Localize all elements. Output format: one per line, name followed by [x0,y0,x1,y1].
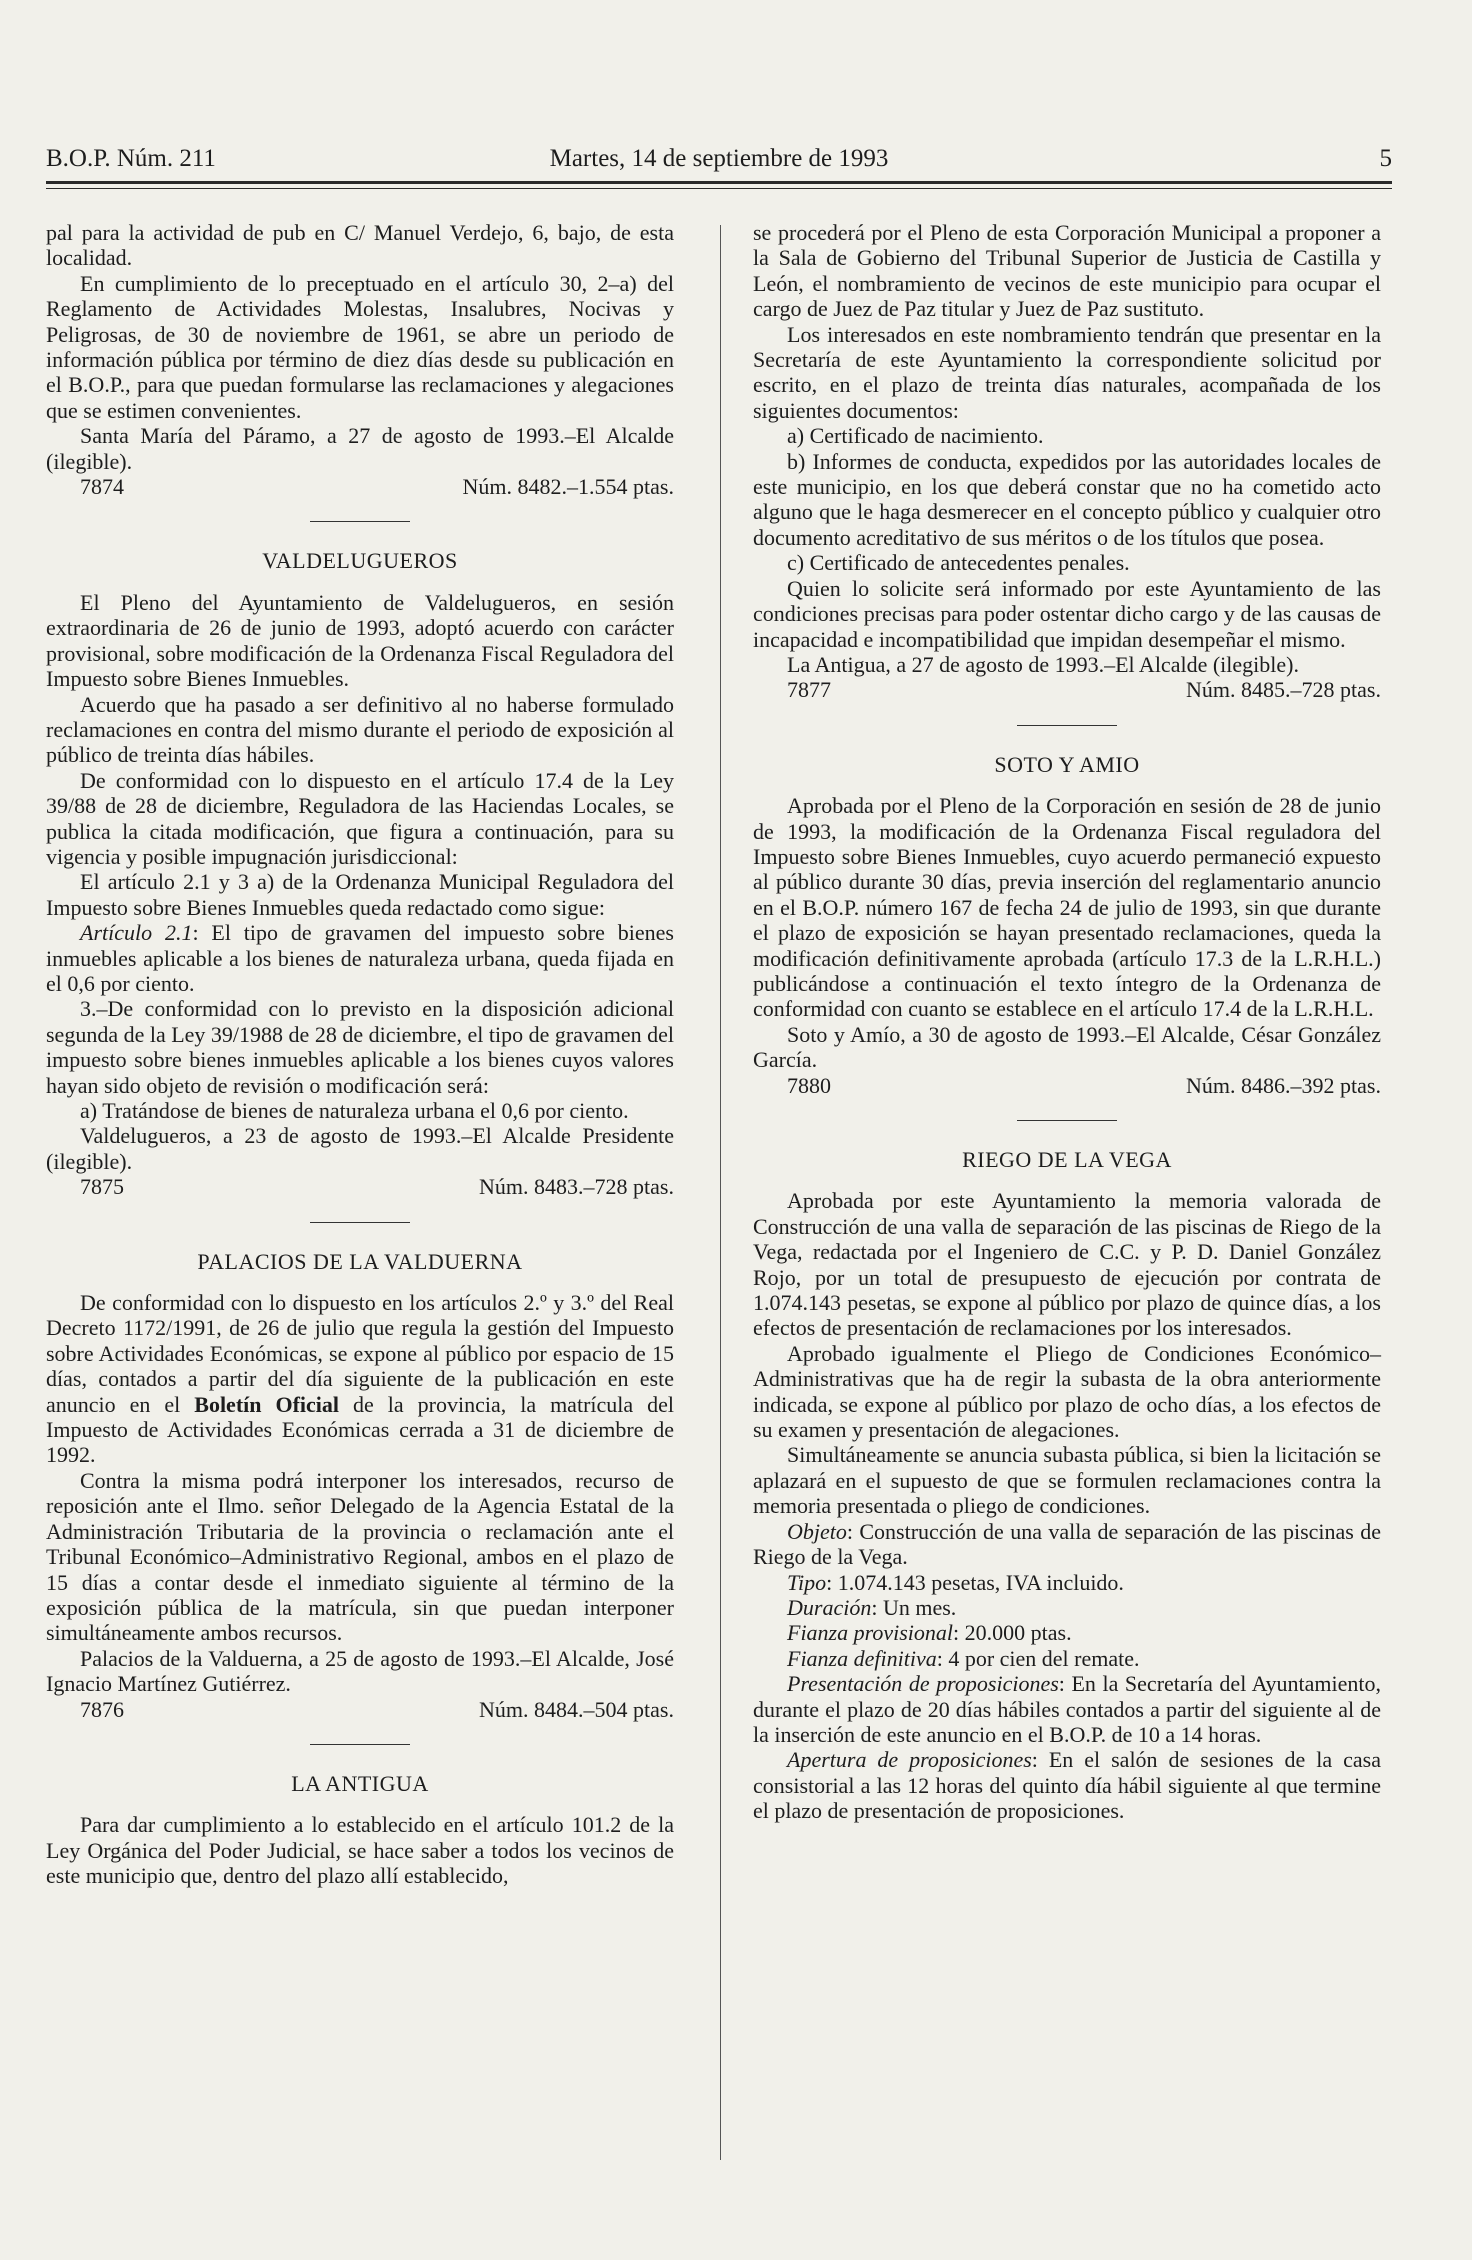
reference-line [46,1174,674,1199]
page-number: 5 [1379,145,1392,172]
paragraph: Santa María del Páramo, a 27 de agosto de 1993.–El Alcalde (ilegible). [46,423,674,474]
paragraph: b) Informes de conducta, expedidos por las autoridades locales de este municipio, en los que deberá constar que no ha cometido acto alguno que le haga desmerecer en el concepto público y cualquier otro documento acreditativo de sus méritos o de los títulos que posea. [753,448,1381,550]
paragraph: Para dar cumplimiento a lo establecido en el artículo 101.2 de la Ley Orgánica del Poder Judicial, se hace saber a todos los vecinos de este municipio que, dentro del plazo allí establecido, [46,1812,674,1889]
paragraph [46,1290,674,1468]
paragraph: a) Certificado de nacimiento. [787,423,1044,449]
reference-amount: Núm. 8486.–392 ptas. [1186,1072,1381,1098]
field-label: Objeto [787,1518,847,1544]
section-separator [1017,725,1117,726]
reference-line [753,1073,1381,1098]
left-column [46,220,674,1889]
paragraph: se procederá por el Pleno de esta Corporación Municipal a proponer a la Sala de Gobierno del Tribunal Superior de Justicia de Castilla y León, el nombramiento de vecinos de este municipio para ocupar el cargo de Juez de Paz titular y Juez de Paz sustituto. [753,220,1381,322]
field-text: : Un mes. [871,1594,957,1620]
page-header [46,145,1392,185]
reference-number: 7876 [80,1696,124,1722]
reference-number: 7877 [787,677,831,703]
paragraph: Soto y Amío, a 30 de agosto de 1993.–El Alcalde, César González García. [753,1021,1381,1073]
article-text: : El tipo de gravamen del impuesto sobre bienes inmuebles aplicable a los bienes de naturaleza urbana, queda fijada en el 0,6 por ciento. [46,920,674,996]
field-label: Duración [787,1594,872,1620]
section-separator [1017,1120,1117,1121]
paragraph [753,1595,1381,1620]
reference-line [46,1697,674,1722]
reference-amount: Núm. 8482.–1.554 ptas. [462,474,674,500]
reference-number: 7875 [80,1174,124,1200]
paragraph: De conformidad con lo dispuesto en el artículo 17.4 de la Ley 39/88 de 28 de diciembre, Reguladora de las Haciendas Locales, se publica la citada modificación, que figura a continuación, para su vigencia y posible impugnación jurisdiccional: [46,767,674,869]
field-label: Apertura de proposiciones [787,1747,1032,1773]
reference-line [46,474,674,499]
reference-amount: Núm. 8483.–728 ptas. [479,1174,674,1200]
paragraph [46,920,674,996]
reference-amount: Núm. 8485.–728 ptas. [1186,677,1381,703]
section-title: LA ANTIGUA [291,1770,429,1796]
paragraph: Quien lo solicite será informado por este Ayuntamiento de las condiciones precisas para poder ostentar dicho cargo y de las causas de incapacidad e incompatibilidad que impidan desempeñar el mismo. [753,575,1381,652]
field-label: Fianza definitiva [787,1645,937,1671]
paragraph: Aprobada por este Ayuntamiento la memoria valorada de Construcción de una valla de separación de las piscinas de Riego de la Vega, redactada por el Ingeniero de C.C. y P. D. Daniel González Rojo, por un total de presupuesto de ejecución por contrata de 1.074.143 pesetas, se expone al público por plazo de quince días, a los efectos de presentación de reclamaciones por los interesados. [753,1188,1381,1341]
field-text: : En la Secretaría del Ayuntamiento, durante el plazo de 20 días hábiles contados a partir del siguiente al de la inserción de este anuncio en el B.O.P. de 10 a 14 horas. [753,1671,1382,1747]
text-run: de la provincia, la matrícula del Impuesto de Actividades Económicas cerrada a 31 de diciembre de 1992. [46,1391,675,1468]
paragraph: Palacios de la Valduerna, a 25 de agosto de 1993.–El Alcalde, José Ignacio Martínez Gutiérrez. [46,1645,674,1697]
field-text: : Construcción de una valla de separación de las piscinas de Riego de la Vega. [753,1518,1381,1570]
section-title: SOTO Y AMIO [994,751,1140,777]
paragraph: La Antigua, a 27 de agosto de 1993.–El Alcalde (ilegible). [787,651,1299,677]
paragraph: Contra la misma podrá interponer los interesados, recurso de reposición ante el Ilmo. señor Delegado de la Agencia Estatal de la Administración Tributaria de la provincia o reclamación ante el Tribunal Económico–Administrativo Regional, ambos en el plazo de 15 días a contar desde el inmediato siguiente al término de la exposición pública de la matrícula, sin que puedan interponer simultáneamente ambos recursos. [46,1467,674,1646]
field-label: Presentación de proposiciones [787,1671,1059,1697]
paragraph: Los interesados en este nombramiento tendrán que presentar en la Secretaría de este Ayuntamiento la correspondiente solicitud por escrito, en el plazo de treinta días naturales, acompañada de los siguientes documentos: [753,321,1381,423]
paragraph: El artículo 2.1 y 3 a) de la Ordenanza Municipal Reguladora del Impuesto sobre Bienes Inmuebles queda redactado como sigue: [46,869,674,920]
header-rule-thick [46,181,1392,184]
bop-number: B.O.P. Núm. 211 [46,145,216,172]
right-column [753,220,1381,1824]
field-text: : 4 por cien del remate. [936,1645,1140,1671]
paragraph: Valdelugueros, a 23 de agosto de 1993.–El Alcalde Presidente (ilegible). [46,1123,674,1174]
paragraph: pal para la actividad de pub en C/ Manuel Verdejo, 6, bajo, de esta localidad. [46,220,674,271]
field-text: : 1.074.143 pesetas, IVA incluido. [826,1569,1124,1595]
header-rule-thin [46,188,1392,189]
field-text: : En el salón de sesiones de la casa consistorial a las 12 horas del quinto día hábil siguiente al que termine el plazo de presentación de proposiciones. [753,1747,1381,1824]
text-run: De conformidad con lo dispuesto en los artículos 2.º y 3.º del Real Decreto 1172/1991, de 26 de julio que regula la gestión del Impuesto sobre Actividades Económicas, se expone al público por espacio de 15 días, contados a partir del día siguiente de la publicación en este anuncio en el [46,1290,674,1417]
reference-amount: Núm. 8484.–504 ptas. [479,1696,674,1722]
section-title: PALACIOS DE LA VALDUERNA [197,1248,523,1274]
paragraph: Aprobado igualmente el Pliego de Condiciones Económico–Administrativas que ha de regir la subasta de la obra anteriormente indicada, se expone al público por plazo de ocho días, a los efectos de su examen y presentación de alegaciones. [753,1340,1381,1443]
column-divider [720,225,721,2160]
paragraph [753,1570,1381,1595]
paragraph: 3.–De conformidad con lo previsto en la disposición adicional segunda de la Ley 39/1988 de 28 de diciembre, el tipo de gravamen del impuesto sobre bienes inmuebles aplicable a los bienes cuyos valores hayan sido objeto de revisión o modificación será: [46,996,675,1098]
section-title: RIEGO DE LA VEGA [962,1147,1172,1172]
reference-number: 7874 [80,474,124,500]
reference-line [753,677,1381,702]
issue-date: Martes, 14 de septiembre de 1993 [549,145,889,172]
section-separator [310,1744,410,1745]
field-text: : 20.000 ptas. [953,1620,1072,1646]
section-separator [310,1222,410,1223]
paragraph [753,1671,1381,1747]
paragraph [753,1646,1381,1671]
paragraph: El Pleno del Ayuntamiento de Valdelugueros, en sesión extraordinaria de 26 de junio de 1993, adoptó acuerdo con carácter provisional, sobre modificación de la Ordenanza Fiscal Reguladora del Impuesto sobre Bienes Inmuebles. [46,589,674,692]
section-separator [310,521,410,522]
paragraph: a) Tratándose de bienes de naturaleza urbana el 0,6 por ciento. [80,1098,629,1123]
paragraph: Aprobada por el Pleno de la Corporación en sesión de 28 de junio de 1993, la modificación de la Ordenanza Fiscal reguladora del Impuesto sobre Bienes Inmuebles, cuyo acuerdo permaneció expuesto al público durante 30 días, previa inserción del reglamentario anuncio en el B.O.P. número 167 de fecha 24 de julio de 1993, sin que durante el plazo de exposición se hayan presentado reclamaciones, queda la modificación definitivamente aprobada (artículo 17.3 de la L.R.H.L.) publicándose a continuación el texto íntegro de la Ordenanza de conformidad con cuanto se establece en el artículo 17.4 de la L.R.H.L. [753,793,1381,1022]
field-label: Tipo [787,1569,827,1595]
paragraph: Acuerdo que ha pasado a ser definitivo al no haberse formulado reclamaciones en contra del mismo durante el periodo de exposición al público de treinta días hábiles. [46,691,674,768]
paragraph [753,1747,1381,1823]
paragraph [753,1519,1381,1570]
reference-number: 7880 [787,1072,831,1098]
paragraph: Simultáneamente se anuncia subasta pública, si bien la licitación se aplazará en el supuesto de que se formulen reclamaciones contra la memoria presentada o pliego de condiciones. [753,1442,1381,1519]
paragraph: En cumplimiento de lo preceptuado en el artículo 30, 2–a) del Reglamento de Actividades Molestas, Insalubres, Nocivas y Peligrosas, de 30 de noviembre de 1961, se abre un periodo de información pública por término de diez días desde su publicación en el B.O.P., para que puedan formularse las reclamaciones y alegaciones que se estimen convenientes. [46,270,674,423]
article-label: Artículo 2.1 [80,920,193,946]
field-label: Fianza provisional [787,1620,954,1646]
paragraph [753,1620,1381,1645]
section-title: VALDELUGUEROS [262,548,458,574]
paragraph: c) Certificado de antecedentes penales. [787,550,1130,576]
bold-term: Boletín Oficial [194,1391,340,1417]
